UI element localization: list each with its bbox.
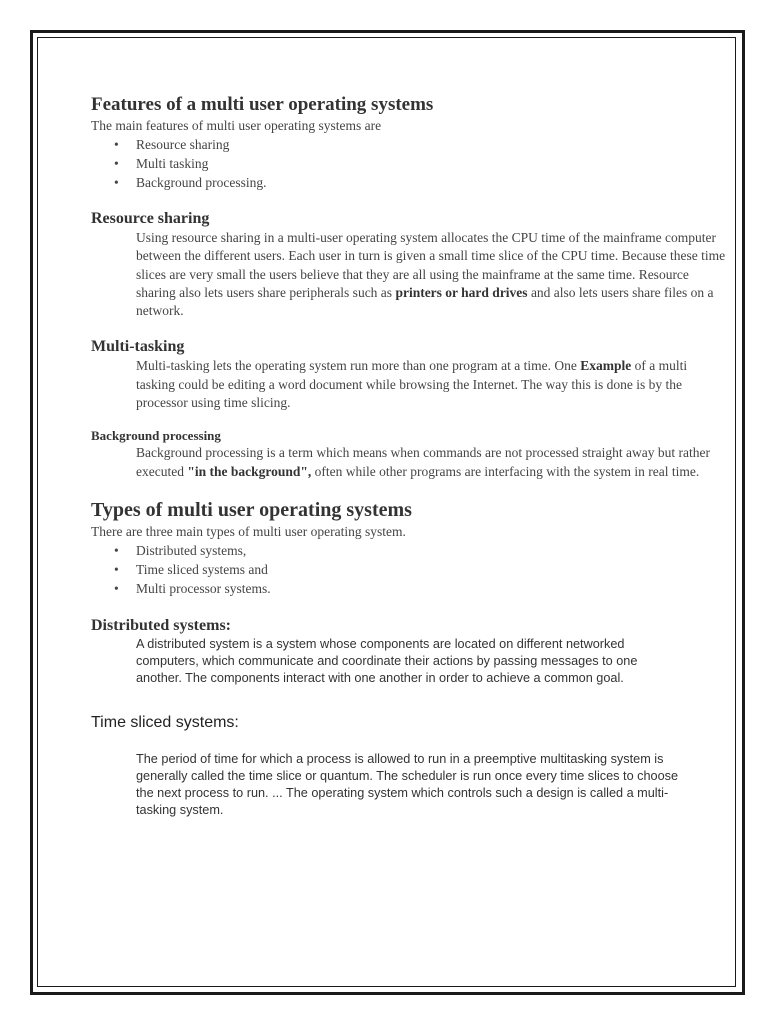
features-heading: Features of a multi user operating systems	[91, 94, 434, 115]
time-sliced-heading: Time sliced systems:	[91, 713, 239, 731]
types-intro: There are three main types of multi user operating system.	[91, 523, 406, 539]
features-list	[91, 135, 691, 192]
list-item: • Time sliced systems and	[114, 561, 268, 577]
bullet-icon: •	[114, 137, 119, 152]
time-sliced-paragraph: The period of time for which a process is allowed to run in a preemptive multitasking system is generally called the time slice or quantum. The scheduler is run once every time slices to choose the next process to run. ... The operating system which controls such a design is called a multi-tasking system.	[136, 751, 679, 817]
list-item: • Background processing.	[114, 175, 267, 190]
bullet-icon: •	[114, 156, 119, 171]
types-list	[91, 541, 691, 598]
resource-sharing-paragraph: Using resource sharing in a multi-user operating system allocates the CPU time of the mainframe computer between the different users. Each user in turn is given a small time slice of the CPU time. Because these time slices are very small the users believe that they are all using the mainframe at the same time. Resource sharing also lets users share peripherals such as printers or hard drives and also lets users share files on a network.	[136, 230, 726, 319]
list-item: • Multi tasking	[114, 156, 209, 171]
distributed-paragraph: A distributed system is a system whose components are located on different networked computers, which communicate and coordinate their actions by passing messages to one another. The components interact with one another in order to achieve a common goal.	[136, 636, 638, 685]
background-processing-heading: Background processing	[91, 428, 221, 444]
multi-tasking-paragraph: Multi-tasking lets the operating system run more than one program at a time. One Example of a multi tasking could be editing a word document while browsing the Internet. The way this is done is by the processor using time slicing.	[136, 358, 688, 411]
list-item: • Distributed systems,	[114, 542, 247, 558]
bullet-icon: •	[114, 561, 119, 577]
list-item: • Resource sharing	[114, 137, 230, 152]
multi-tasking-heading: Multi-tasking	[91, 338, 185, 356]
list-item: • Multi processor systems.	[114, 580, 271, 596]
resource-sharing-heading: Resource sharing	[91, 210, 210, 227]
document-content	[91, 93, 726, 819]
bullet-icon: •	[114, 580, 119, 596]
types-heading: Types of multi user operating systems	[91, 498, 412, 521]
bullet-icon: •	[114, 542, 119, 558]
bullet-icon: •	[114, 175, 119, 190]
distributed-heading: Distributed systems:	[91, 616, 231, 634]
background-processing-paragraph: Background processing is a term which means when commands are not processed straight away but rather executed "in the background", often while other programs are interfacing with the system in real time.	[136, 445, 710, 479]
features-intro: The main features of multi user operating systems are	[91, 118, 382, 133]
